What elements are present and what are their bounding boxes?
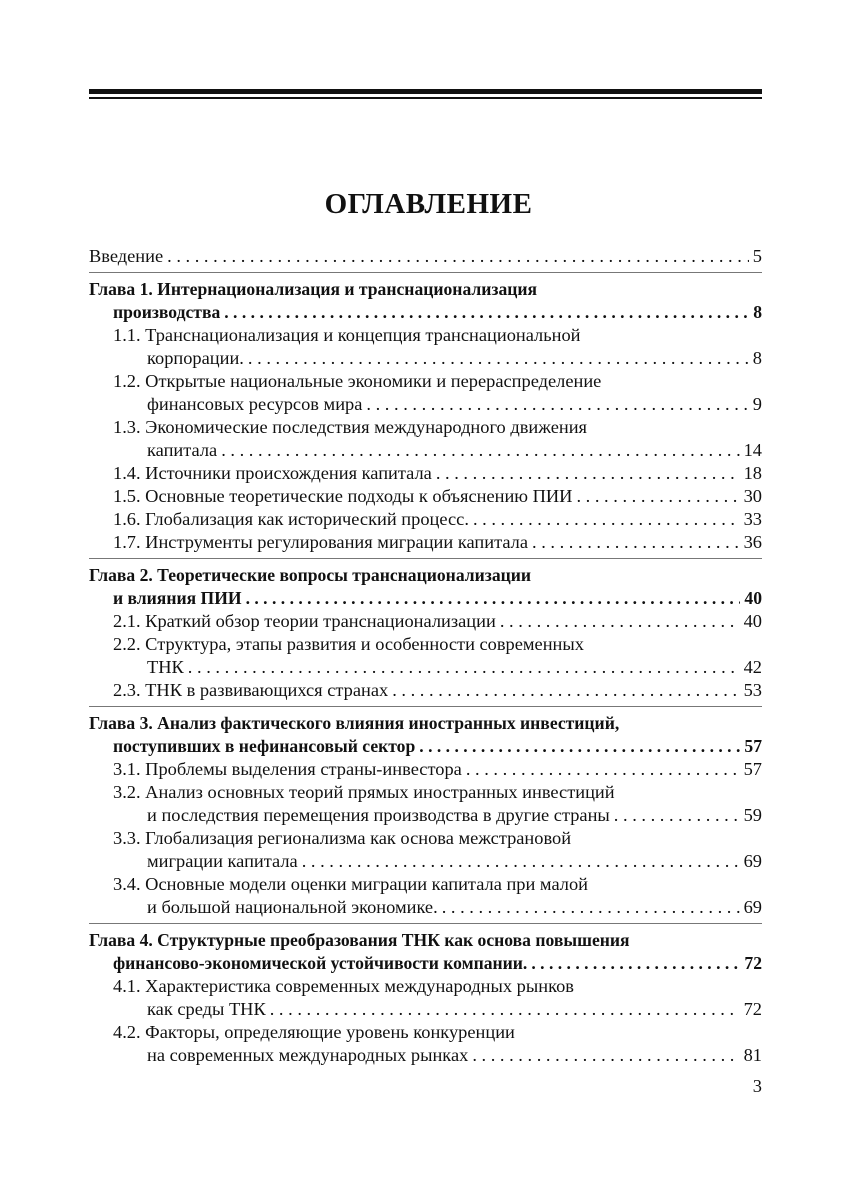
- toc-page-number: 33: [740, 508, 762, 531]
- toc-page-number: 42: [740, 656, 762, 679]
- toc-page-number: 14: [740, 439, 762, 462]
- toc-page-number: 36: [740, 531, 762, 554]
- toc-leader-dots: [366, 393, 748, 416]
- toc-leader-dots: [302, 850, 740, 873]
- toc-entry-text: Глава 2. Теоретические вопросы транснационализации: [89, 565, 532, 585]
- toc-section-4-2-cont[interactable]: [89, 1044, 762, 1067]
- toc-section-1-3[interactable]: [89, 416, 762, 439]
- toc-entry-introduction[interactable]: [89, 245, 762, 268]
- toc-entry-text: Глава 4. Структурные преобразования ТНК как основа повышения: [89, 930, 630, 950]
- toc-leader-dots: [466, 758, 740, 781]
- toc-leader-dots: [392, 679, 739, 702]
- toc-entry-text: Глава 1. Интернационализация и транснационализация: [89, 279, 538, 299]
- toc-section-4-2[interactable]: [89, 1021, 762, 1044]
- toc-page-number: 40: [740, 587, 762, 610]
- toc-section-2-3[interactable]: [89, 679, 762, 702]
- chapter-separator: [89, 706, 762, 707]
- toc-page-number: 30: [740, 485, 762, 508]
- chapter-separator: [89, 272, 762, 273]
- toc-leader-dots: [614, 804, 740, 827]
- toc-section-2-1[interactable]: [89, 610, 762, 633]
- chapter-separator: [89, 558, 762, 559]
- toc-leader-dots: [500, 610, 740, 633]
- toc-leader-dots: [473, 508, 740, 531]
- toc-entry-text: 4.1. Характеристика современных международных рынков: [113, 976, 574, 996]
- toc-entry-text: 1.1. Транснационализация и концепция транснациональной: [113, 325, 581, 345]
- header-rule-thin: [89, 97, 762, 99]
- toc-leader-dots: [224, 301, 749, 324]
- toc-entry-text: производства: [113, 301, 224, 324]
- toc-entry-text: ТНК: [147, 656, 188, 679]
- toc-chapter-3-title-cont[interactable]: [89, 735, 762, 758]
- toc-page-number: 57: [740, 758, 762, 781]
- toc-chapter-2-title-cont[interactable]: [89, 587, 762, 610]
- toc-entry-text: поступивших в нефинансовый сектор: [113, 735, 419, 758]
- chapter-separator: [89, 923, 762, 924]
- toc-section-4-1-cont[interactable]: [89, 998, 762, 1021]
- toc-section-1-6[interactable]: [89, 508, 762, 531]
- toc-entry-text: капитала: [147, 439, 221, 462]
- toc-entry-text: миграции капитала: [147, 850, 302, 873]
- toc-entry-text: финансовых ресурсов мира: [147, 393, 366, 416]
- toc-leader-dots: [221, 439, 739, 462]
- toc-chapter-3-title[interactable]: [89, 712, 762, 735]
- toc-entry-text: 2.3. ТНК в развивающихся странах: [113, 679, 392, 702]
- toc-entry-text: 4.2. Факторы, определяющие уровень конкуренции: [113, 1022, 515, 1042]
- table-of-contents: [89, 245, 762, 1067]
- toc-page-number: 59: [740, 804, 762, 827]
- toc-leader-dots: [419, 735, 740, 758]
- toc-entry-text: 1.2. Открытые национальные экономики и перераспределение: [113, 371, 602, 391]
- toc-leader-dots: [532, 531, 740, 554]
- toc-entry-text: 3.1. Проблемы выделения страны-инвестора: [113, 758, 466, 781]
- toc-entry-text: и влияния ПИИ: [113, 587, 246, 610]
- toc-section-1-2[interactable]: [89, 370, 762, 393]
- toc-section-3-1[interactable]: [89, 758, 762, 781]
- toc-entry-text: на современных международных рынках: [147, 1044, 472, 1067]
- toc-section-3-4-cont[interactable]: [89, 896, 762, 919]
- toc-page-number: 81: [740, 1044, 762, 1067]
- toc-leader-dots: [270, 998, 740, 1021]
- toc-entry-text: Глава 3. Анализ фактического влияния иностранных инвестиций,: [89, 713, 620, 733]
- toc-section-3-2[interactable]: [89, 781, 762, 804]
- toc-chapter-2-title[interactable]: [89, 564, 762, 587]
- toc-page-number: 72: [740, 952, 762, 975]
- toc-page-number: 57: [740, 735, 762, 758]
- toc-section-3-3[interactable]: [89, 827, 762, 850]
- toc-page-number: 9: [749, 393, 762, 416]
- toc-section-1-7[interactable]: [89, 531, 762, 554]
- toc-page-number: 8: [749, 301, 762, 324]
- toc-entry-text: 2.1. Краткий обзор теории транснационализации: [113, 610, 500, 633]
- toc-entry-text: как среды ТНК: [147, 998, 270, 1021]
- toc-chapter-4-title-cont[interactable]: [89, 952, 762, 975]
- toc-entry-text: 1.5. Основные теоретические подходы к объяснению ПИИ: [113, 485, 576, 508]
- toc-section-1-1[interactable]: [89, 324, 762, 347]
- toc-section-4-1[interactable]: [89, 975, 762, 998]
- toc-page-number: 72: [740, 998, 762, 1021]
- toc-section-3-2-cont[interactable]: [89, 804, 762, 827]
- toc-chapter-4-title[interactable]: [89, 929, 762, 952]
- toc-section-1-3-cont[interactable]: [89, 439, 762, 462]
- toc-leader-dots: [436, 462, 740, 485]
- page-title: ОГЛАВЛЕНИЕ: [324, 188, 533, 220]
- toc-entry-text: 1.4. Источники происхождения капитала: [113, 462, 436, 485]
- toc-entry-text: корпорации.: [147, 347, 248, 370]
- toc-page-number: 53: [740, 679, 762, 702]
- toc-page-number: 18: [740, 462, 762, 485]
- toc-section-3-4[interactable]: [89, 873, 762, 896]
- toc-entry-text: 1.3. Экономические последствия международного движения: [113, 417, 587, 437]
- toc-section-1-5[interactable]: [89, 485, 762, 508]
- toc-entry-text: 1.7. Инструменты регулирования миграции капитала: [113, 531, 532, 554]
- toc-section-1-2-cont[interactable]: [89, 393, 762, 416]
- toc-leader-dots: [188, 656, 740, 679]
- toc-page-number: 8: [749, 347, 762, 370]
- toc-entry-text: и последствия перемещения производства в другие страны: [147, 804, 614, 827]
- toc-entry-text: 2.2. Структура, этапы развития и особенности современных: [113, 634, 584, 654]
- toc-leader-dots: [246, 587, 741, 610]
- toc-entry-text: Введение: [89, 245, 167, 268]
- page-number: 3: [752, 1076, 762, 1096]
- toc-section-3-3-cont[interactable]: [89, 850, 762, 873]
- toc-section-2-2-cont[interactable]: [89, 656, 762, 679]
- toc-section-1-4[interactable]: [89, 462, 762, 485]
- toc-chapter-1-title[interactable]: [89, 278, 762, 301]
- toc-entry-text: и большой национальной экономике.: [147, 896, 442, 919]
- toc-page-number: 40: [740, 610, 762, 633]
- toc-leader-dots: [472, 1044, 739, 1067]
- toc-entry-text: 3.2. Анализ основных теорий прямых иностранных инвестиций: [113, 782, 615, 802]
- toc-entry-text: финансово-экономической устойчивости компании.: [113, 952, 531, 975]
- toc-leader-dots: [531, 952, 740, 975]
- toc-page-number: 69: [740, 850, 762, 873]
- toc-leader-dots: [248, 347, 749, 370]
- toc-entry-text: 1.6. Глобализация как исторический процесс.: [113, 508, 473, 531]
- toc-leader-dots: [442, 896, 740, 919]
- toc-section-1-1-cont[interactable]: [89, 347, 762, 370]
- toc-page-number: 69: [740, 896, 762, 919]
- toc-chapter-1-title-cont[interactable]: [89, 301, 762, 324]
- header-rule-thick: [89, 89, 762, 94]
- toc-section-2-2[interactable]: [89, 633, 762, 656]
- toc-entry-text: 3.4. Основные модели оценки миграции капитала при малой: [113, 874, 588, 894]
- toc-leader-dots: [576, 485, 739, 508]
- toc-leader-dots: [167, 245, 749, 268]
- toc-page-number: 5: [749, 245, 762, 268]
- toc-entry-text: 3.3. Глобализация регионализма как основа межстрановой: [113, 828, 572, 848]
